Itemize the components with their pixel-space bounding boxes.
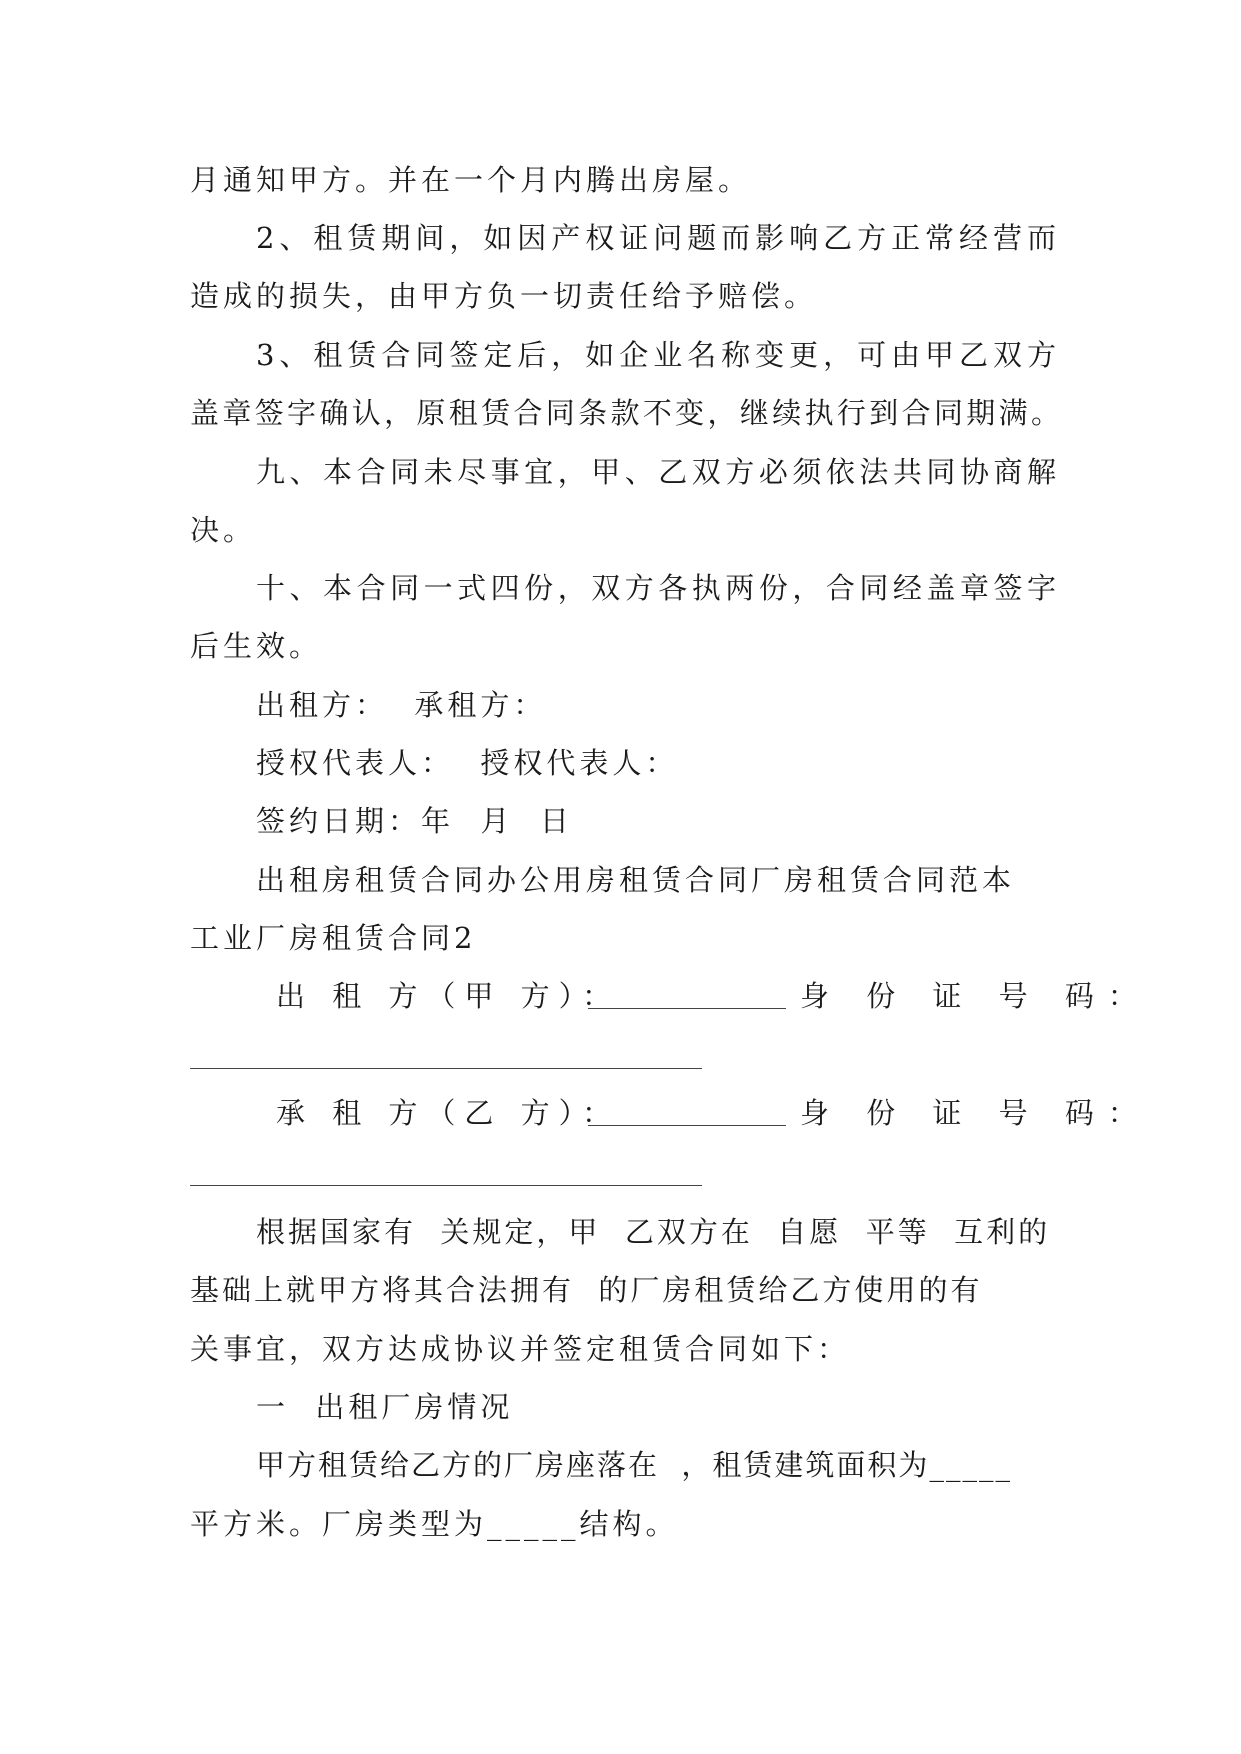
lessee-id-blank: [190, 1185, 702, 1186]
preamble-line: 基础上就甲方将其合法拥有 的厂房租赁给乙方使用的有: [190, 1273, 983, 1307]
text-line: 后生效。: [190, 629, 323, 663]
section-text: 平方米。厂房类型为_____结构。: [190, 1507, 679, 1541]
preamble-line: 根据国家有 关规定，甲 乙双方在 自愿 平等 互利的: [256, 1215, 1051, 1249]
lessor-name-blank: [588, 1008, 786, 1009]
lessor-label: 出 租 方（甲 方）：: [276, 979, 621, 1013]
lessor-id-label: 身 份 证 号 码：: [800, 979, 1151, 1013]
text-line: 造成的损失，由甲方负一切责任给予赔偿。: [190, 279, 818, 313]
text-line: 盖章签字确认，原租赁合同条款不变，继续执行到合同期满。: [190, 396, 1060, 430]
text-line: 决。: [190, 513, 257, 547]
clause-10: 十、本合同一式四份，双方各执两份，合同经盖章签字: [256, 571, 1060, 605]
related-titles: 出租房租赁合同办公用房租赁合同厂房租赁合同范本: [256, 863, 1016, 897]
lessor-id-blank: [190, 1068, 702, 1069]
signature-representatives: 授权代表人： 授权代表人：: [256, 746, 679, 780]
text-line: 月通知甲方。并在一个月内腾出房屋。: [190, 163, 752, 197]
preamble-line: 关事宜，双方达成协议并签定租赁合同如下：: [190, 1332, 851, 1366]
clause-9: 九、本合同未尽事宜，甲、乙双方必须依法共同协商解: [256, 455, 1060, 489]
section-heading: 一 出租厂房情况: [256, 1390, 514, 1424]
lessee-id-label: 身 份 证 号 码：: [800, 1096, 1151, 1130]
section-text: 甲方租赁给乙方的厂房座落在 ，租赁建筑面积为_____: [256, 1448, 1012, 1482]
clause-8-3: 3、租赁合同签定后，如企业名称变更，可由甲乙双方: [256, 338, 1060, 372]
document-title: 工业厂房租赁合同2: [190, 921, 477, 955]
signature-parties: 出租方： 承租方：: [256, 688, 547, 722]
lessee-label: 承 租 方（乙 方）：: [276, 1096, 621, 1130]
clause-8-2: 2、租赁期间，如因产权证问题而影响乙方正常经营而: [256, 221, 1060, 255]
lessee-name-blank: [588, 1125, 786, 1126]
signature-date: 签约日期：年 月 日: [256, 804, 573, 838]
